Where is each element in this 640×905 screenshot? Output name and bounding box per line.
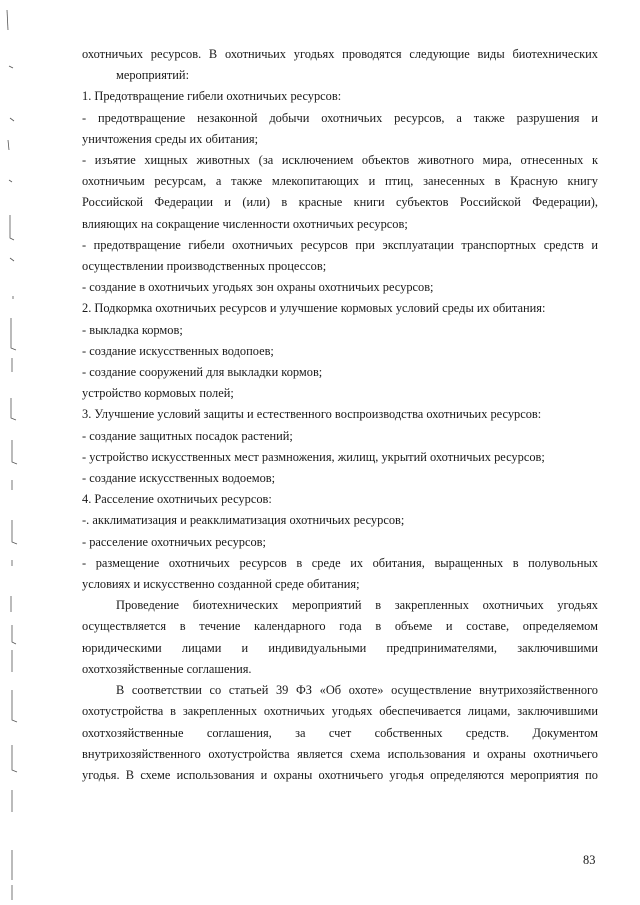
text-line: влияющих на сокращение численности охотничьих ресурсов; <box>82 216 408 231</box>
text-line: угодья. В схеме использования и охраны охотничьего угодья определяются мероприятия по <box>82 767 598 782</box>
text-line: - размещение охотничьих ресурсов в среде их обитания, выращенных в полувольных <box>82 555 598 570</box>
text-line: Проведение биотехнических мероприятий в закрепленных охотничьих угодьях <box>116 598 598 613</box>
page-number: 83 <box>583 853 596 867</box>
text-line: -. акклиматизация и реакклиматизация охотничьих ресурсов; <box>82 513 405 528</box>
text-line: 1. Предотвращение гибели охотничьих ресурсов: <box>82 89 342 104</box>
text-line: условиях и искусственно созданной среде обитания; <box>82 577 360 592</box>
text-line: охотустройства в закрепленных охотничьих угодьях обеспечивается лицами, заключившими <box>82 704 598 719</box>
text-line: внутрихозяйственного охотустройства является схема использования и охраны охотничьего <box>82 746 598 761</box>
text-line: 2. Подкормка охотничьих ресурсов и улучшение кормовых условий среды их обитания: <box>82 301 546 316</box>
text-line: - выкладка кормов; <box>82 322 183 337</box>
text-line: - создание защитных посадок растений; <box>82 428 293 443</box>
text-line: Российской Федерации и (или) в красные книги субъектов Российской Федерации), <box>82 195 598 210</box>
text-line: мероприятий: <box>116 68 190 83</box>
text-line: В соответствии со статьей 39 ФЗ «Об охоте» осуществление внутрихозяйственного <box>116 683 598 698</box>
text-line: охотхозяйственные соглашения. <box>82 661 252 676</box>
text-line: - расселение охотничьих ресурсов; <box>82 534 266 549</box>
text-line: - предотвращение гибели охотничьих ресурсов при эксплуатации транспортных средств и <box>82 237 598 252</box>
text-line: - предотвращение незаконной добычи охотничьих ресурсов, а также разрушения и <box>82 110 598 125</box>
text-line: - создание в охотничьих угодьях зон охраны охотничьих ресурсов; <box>82 280 434 295</box>
text-line: охотхозяйственные соглашения, за счет собственных средств. Документом <box>82 725 598 740</box>
text-line: уничтожения среды их обитания; <box>82 131 259 146</box>
text-line: осуществлении производственных процессов; <box>82 259 327 274</box>
text-line: 3. Улучшение условий защиты и естественного воспроизводства охотничьих ресурсов: <box>82 407 542 422</box>
text-line: - изъятие хищных животных (за исключением объектов животного мира, отнесенных к <box>82 153 598 168</box>
text-line: охотничьим ресурсам, а также млекопитающих и птиц, занесенных в Красную книгу <box>82 174 598 189</box>
text-line: устройство кормовых полей; <box>82 386 234 401</box>
text-line: - создание искусственных водопоев; <box>82 343 274 358</box>
text-line: охотничьих ресурсов. В охотничьих угодьях проводятся следующие виды биотехнических <box>82 47 598 61</box>
text-line: 4. Расселение охотничьих ресурсов: <box>82 492 272 507</box>
binding-margin-marks <box>0 0 40 905</box>
text-line: осуществляется в течение календарного года в объеме и составе, определяемом <box>82 619 598 634</box>
text-line: - создание искусственных водоемов; <box>82 471 276 486</box>
text-line: - создание сооружений для выкладки кормов; <box>82 365 323 380</box>
page-body <box>82 44 598 786</box>
text-line: - устройство искусственных мест размножения, жилищ, укрытий охотничьих ресурсов; <box>82 449 545 464</box>
text-line: юридическими лицами и индивидуальными предпринимателями, заключившими <box>82 640 598 655</box>
